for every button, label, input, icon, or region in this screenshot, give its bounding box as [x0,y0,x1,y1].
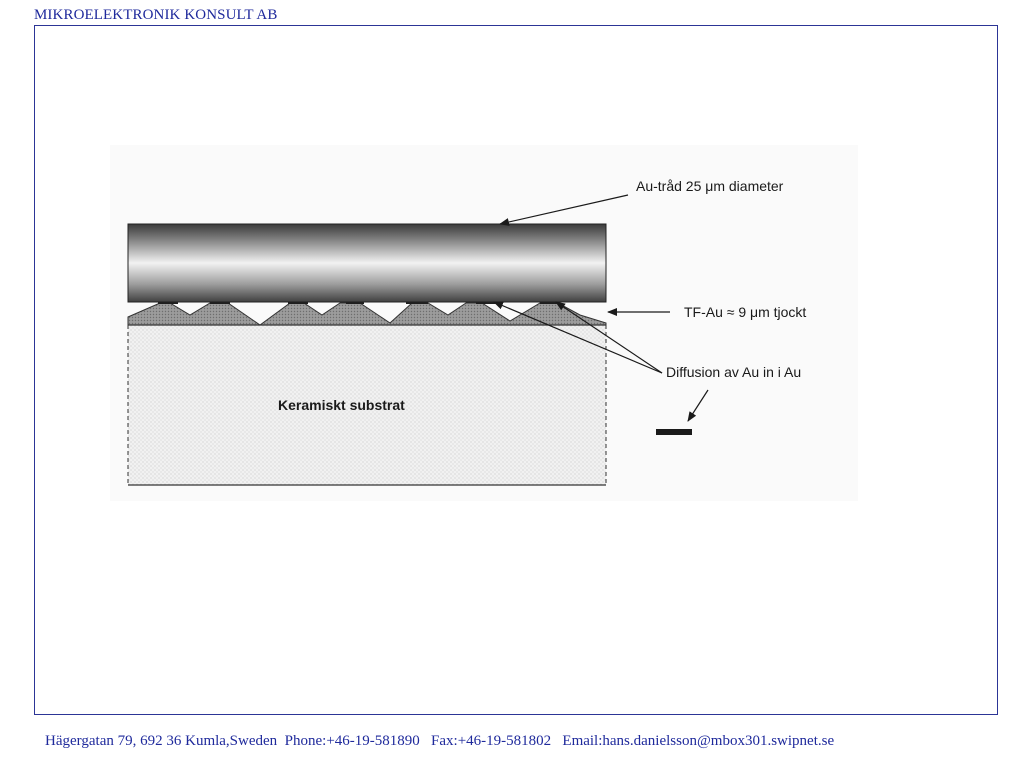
gold-wire [128,224,606,302]
bond-cross-section-diagram [110,145,858,501]
film-label: TF-Au ≈ 9 μm tjockt [684,304,807,320]
scale-bar [656,429,692,435]
contact-footer: Hägergatan 79, 692 36 Kumla,Sweden Phone:+46-19-581890 Fax:+46-19-581802 Email:hans.danielsson@mbox301.swipnet.se [45,733,835,749]
diffusion-label: Diffusion av Au in i Au [666,364,802,380]
wire-label: Au-tråd 25 μm diameter [636,178,784,194]
substrate-label: Keramiskt substrat [278,397,405,413]
company-name: MIKROELEKTRONIK KONSULT AB [34,7,278,23]
